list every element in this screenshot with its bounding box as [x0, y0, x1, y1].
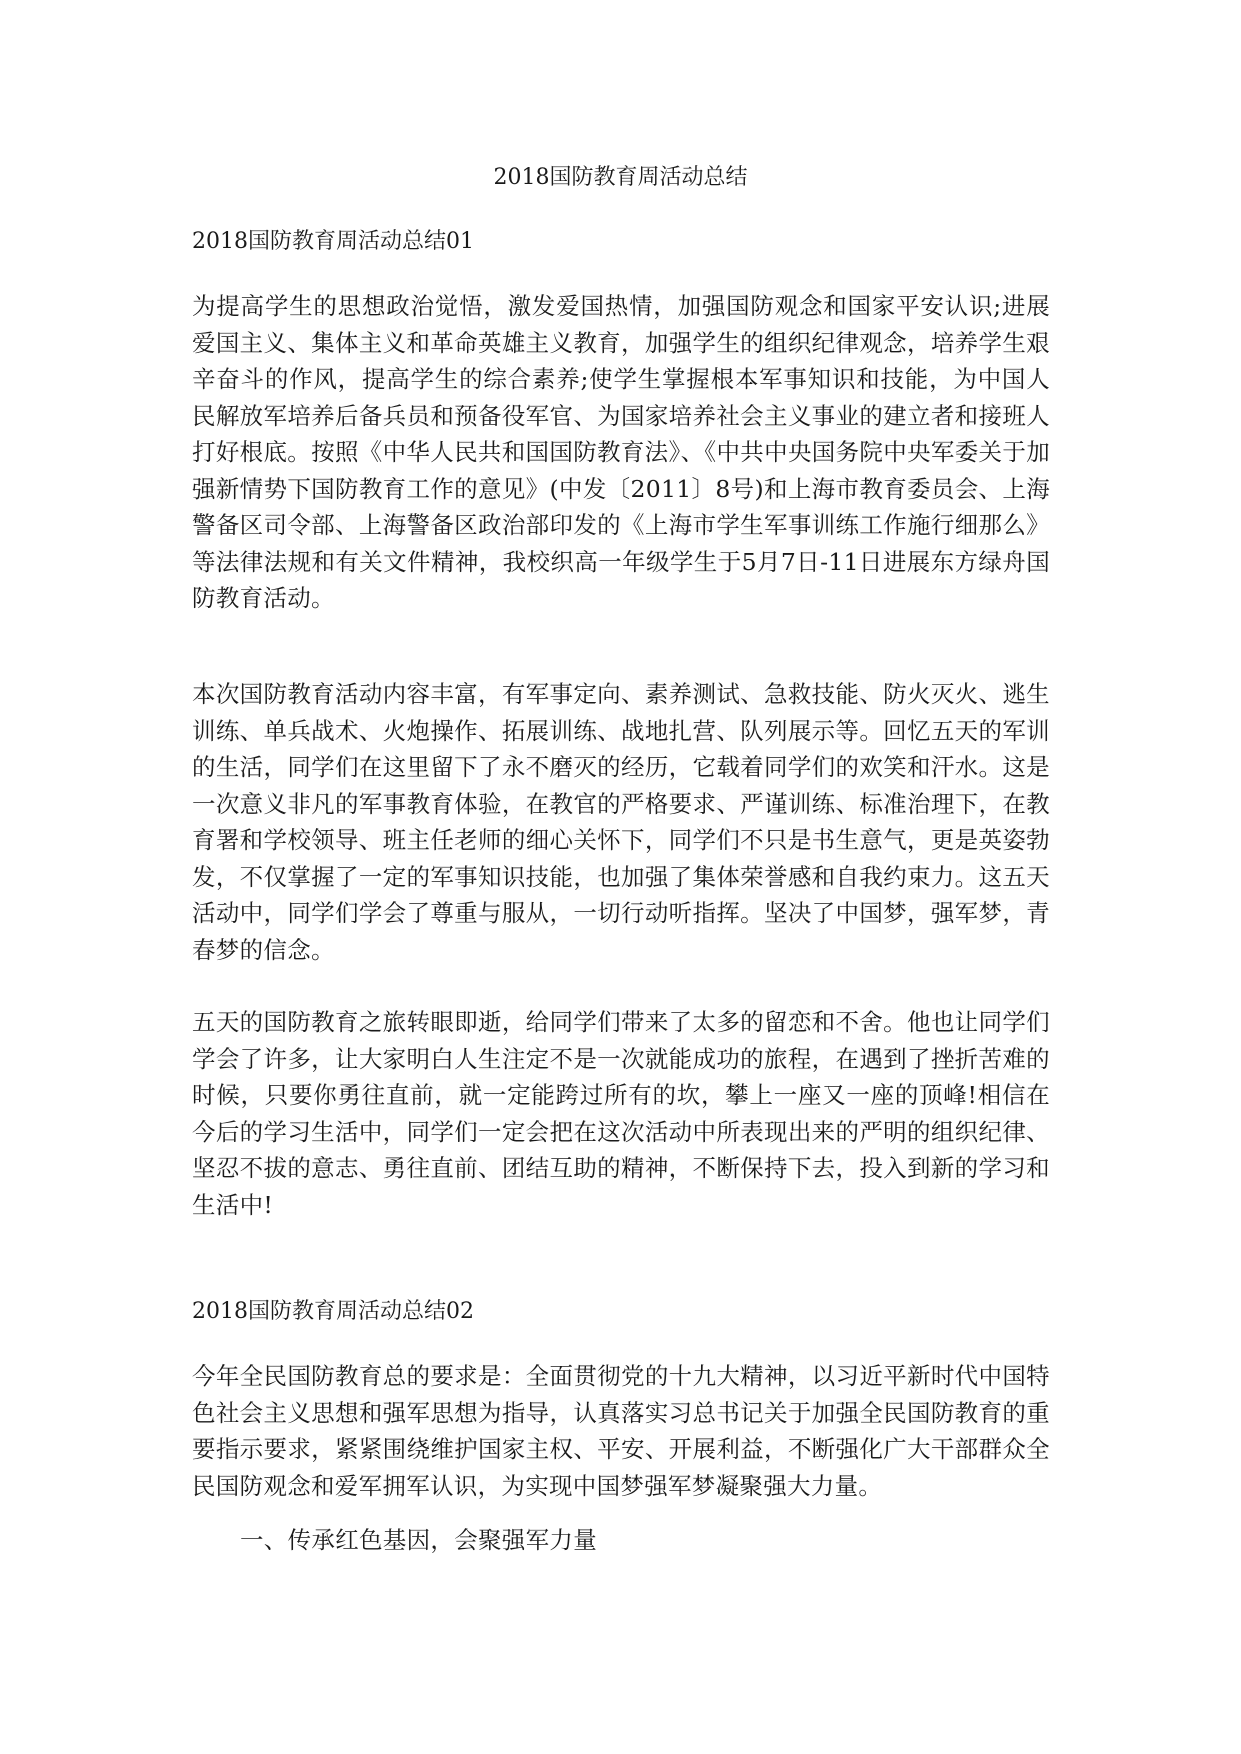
- body-paragraph: 本次国防教育活动内容丰富，有军事定向、素养测试、急救技能、防火灭火、逃生训练、单兵战术、火炮操作、拓展训练、战地扎营、队列展示等。回忆五天的军训的生活，同学们在这里留下了永不磨灭的经历，它载着同学们的欢笑和汗水。这是一次意义非凡的军事教育体验，在教官的严格要求、严谨训练、标准治理下，在教育署和学校领导、班主任老师的细心关怀下，同学们不只是书生意气，更是英姿勃发，不仅掌握了一定的军事知识技能，也加强了集体荣誉感和自我约束力。这五天活动中，同学们学会了尊重与服从，一切行动听指挥。坚决了中国梦，强军梦，青春梦的信念。: [192, 680, 1050, 964]
- document-title: 2018国防教育周活动总结: [493, 165, 748, 190]
- subsection-heading: 一、传承红色基因，会聚强军力量: [240, 1526, 597, 1554]
- body-paragraph: 今年全民国防教育总的要求是：全面贯彻党的十九大精神，以习近平新时代中国特色社会主义思想和强军思想为指导，认真落实习总书记关于加强全民国防教育的重要指示要求，紧紧围绕维护国家主权、平安、开展利益，不断强化广大干部群众全民国防观念和爱军拥军认识，为实现中国梦强军梦凝聚强大力量。: [192, 1362, 1050, 1500]
- section-heading-01: 2018国防教育周活动总结01: [192, 229, 474, 254]
- section-heading-02: 2018国防教育周活动总结02: [192, 1299, 474, 1324]
- body-paragraph: 为提高学生的思想政治觉悟，激发爱国热情，加强国防观念和国家平安认识;进展爱国主义、集体主义和革命英雄主义教育，加强学生的组织纪律观念，培养学生艰辛奋斗的作风，提高学生的综合素养;使学生掌握根本军事知识和技能，为中国人民解放军培养后备兵员和预备役军官、为国家培养社会主义事业的建立者和接班人打好根底。按照《中华人民共和国国防教育法》、《中共中央国务院中央军委关于加强新情势下国防教育工作的意见》(中发〔2011〕8号)和上海市教育委员会、上海警备区司令部、上海警备区政治部印发的《上海市学生军事训练工作施行细那么》等法律法规和有关文件精神，我校织高一年级学生于5月7日-11日进展东方绿舟国防教育活动。: [192, 292, 1050, 612]
- body-paragraph: 五天的国防教育之旅转眼即逝，给同学们带来了太多的留恋和不舍。他也让同学们学会了许多，让大家明白人生注定不是一次就能成功的旅程，在遇到了挫折苦难的时候，只要你勇往直前，就一定能跨过所有的坎，攀上一座又一座的顶峰!相信在今后的学习生活中，同学们一定会把在这次活动中所表现出来的严明的组织纪律、坚忍不拔的意志、勇往直前、团结互助的精神，不断保持下去，投入到新的学习和生活中!: [192, 1008, 1050, 1219]
